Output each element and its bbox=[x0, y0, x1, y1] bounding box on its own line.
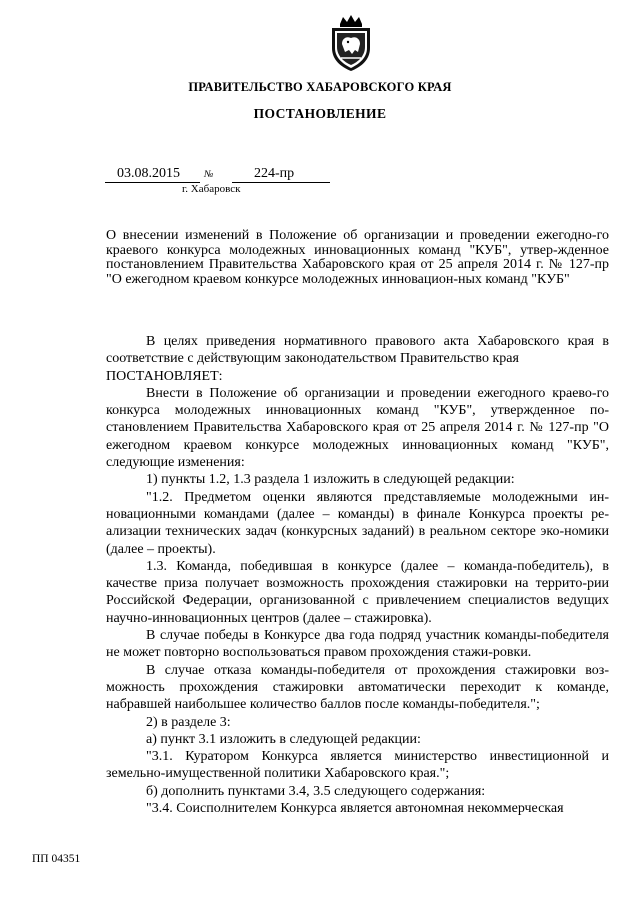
body-paragraph: В случае победы в Конкурсе два года подряд участник команды-победителя не может повторно воспользоваться правом прохождения стажи-ровки. bbox=[106, 628, 609, 661]
footer-code: ПП 04351 bbox=[32, 853, 81, 865]
number-sign: № bbox=[204, 169, 214, 180]
city-label: г. Хабаровск bbox=[182, 183, 241, 195]
document-type: ПОСТАНОВЛЕНИЕ bbox=[253, 106, 387, 121]
document-number: 224-пр bbox=[232, 166, 330, 183]
government-title: ПРАВИТЕЛЬСТВО ХАБАРОВСКОГО КРАЯ bbox=[188, 80, 452, 94]
body-paragraph: "3.1. Куратором Конкурса является министерство инвестиционной и земельно-имущественной политики Хабаровского края."; bbox=[106, 749, 609, 782]
coat-of-arms-icon bbox=[328, 14, 374, 72]
body-paragraph: б) дополнить пунктами 3.4, 3.5 следующего содержания: bbox=[146, 783, 486, 799]
document-date: 03.08.2015 bbox=[105, 166, 200, 183]
body-paragraph: Внести в Положение об организации и проведении ежегодного краево-го конкурса молодежных инновационных команд "КУБ", утвержденное по-становлением Правительства Хабаровского края от 25 апреля 2014 г. № 127-пр "О ежегодном краевом конкурсе молодежных инновационных команд "КУБ", следующие изменения: bbox=[106, 385, 609, 471]
body-paragraph: ПОСТАНОВЛЯЕТ: bbox=[106, 368, 223, 384]
body-paragraph: 1) пункты 1.2, 1.3 раздела 1 изложить в следующей редакции: bbox=[146, 472, 515, 488]
body-paragraph: В целях приведения нормативного правового акта Хабаровского края в соответствие с действующим законодательством Правительство края bbox=[106, 334, 609, 367]
body-paragraph: В случае отказа команды-победителя от прохождения стажировки воз-можность прохождения стажировки автоматически переходит к команде, набравшей наибольшее количество баллов после команды-победителя."; bbox=[106, 662, 609, 713]
body-paragraph: 1.3. Команда, победившая в конкурсе (далее – команда-победитель), в качестве приза получает возможность прохождения стажировки на террито-рии Российской Федерации, организованной с привлечением специалистов ведущих научно-инновационных центров (далее – стажировка). bbox=[106, 558, 609, 626]
body-paragraph: "1.2. Предметом оценки являются представляемые молодежными ин-новационными командами (далее – команды) в финале Конкурса проекты ре-ализации технических задач (конкурсных заданий) в реальном секторе эко-номики (далее – проекты). bbox=[106, 489, 609, 557]
document-subject: О внесении изменений в Положение об организации и проведении ежегодно-го краевого конкурса молодежных инновационных команд "КУБ", утвер-жденное постановлением Правительства Хабаровского края от 25 апреля 2014 г. № 127-пр "О ежегодном краевом конкурсе молодежных инновацион-ных команд "КУБ" bbox=[106, 228, 609, 287]
body-paragraph: а) пункт 3.1 изложить в следующей редакции: bbox=[146, 731, 421, 747]
body-paragraph: 2) в разделе 3: bbox=[146, 714, 231, 730]
body-paragraph: "3.4. Соисполнителем Конкурса является автономная некоммерческая bbox=[146, 801, 564, 817]
document-body bbox=[106, 333, 609, 817]
